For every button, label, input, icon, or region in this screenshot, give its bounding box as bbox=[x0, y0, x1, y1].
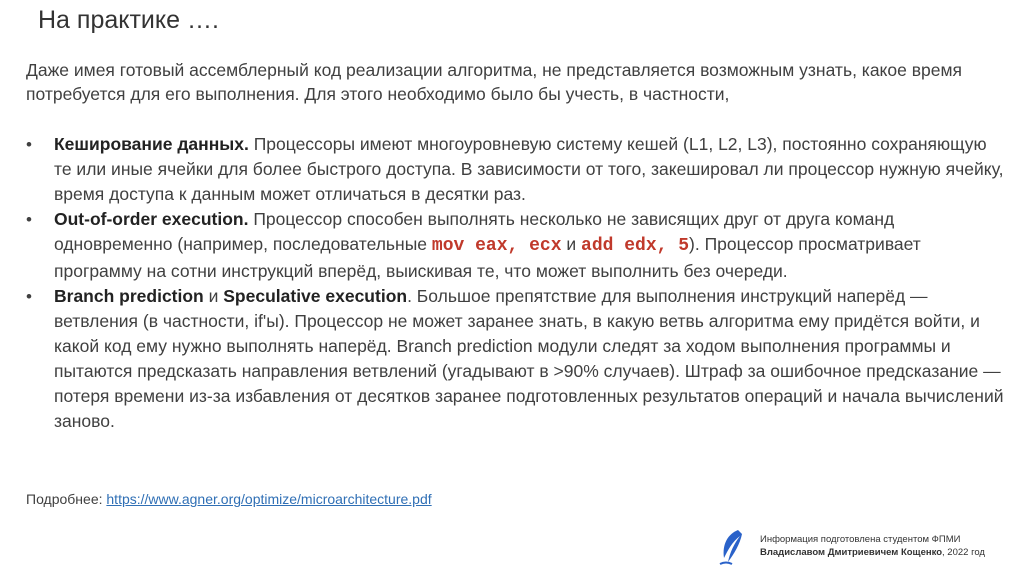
branch-prediction-description: . Большое препятствие для выполнения инструкций наперёд — ветвления (в частности, if'ы). Процессор не может заранее знать, в какую ветвь алгоритма ему придётся войти, и какой код ему нужно выполнять наперёд. Branch prediction модули следят за ходом выполнения программы и пытаются предсказать направления ветвлений (угадывают в >90% случаев). Штраф за ошибочное предсказание — потеря времени из-за избавления от десятков заранее подготовленных результатов операций и начала вычислений заново. bbox=[54, 286, 1004, 431]
term-speculative-execution: Speculative execution bbox=[223, 286, 408, 306]
out-of-order-text-before: Процессор способен выполнять несколько не зависящих друг от друга команд одновременно (например, последовательные bbox=[54, 209, 895, 254]
code-mov-eax-ecx: mov eax, ecx bbox=[431, 236, 562, 256]
bullet-marker: • bbox=[26, 287, 32, 306]
term-branch-prediction: Branch prediction bbox=[54, 286, 204, 306]
out-of-order-text-mid: и bbox=[561, 234, 582, 254]
footer-year: , 2022 год bbox=[942, 547, 985, 558]
term-caching: Кеширование данных. bbox=[54, 134, 249, 154]
list-item-branch-prediction bbox=[26, 284, 1006, 434]
list-item-caching bbox=[26, 132, 1006, 207]
microarchitecture-link[interactable]: https://www.agner.org/optimize/microarchitecture.pdf bbox=[106, 491, 432, 507]
term-out-of-order: Out-of-order execution. bbox=[54, 209, 249, 229]
bullet-list bbox=[26, 132, 1006, 434]
code-add-edx-5: add edx, 5 bbox=[581, 236, 690, 256]
more-label: Подробнее: bbox=[26, 491, 107, 507]
caching-description: Процессоры имеют многоуровневую систему кешей (L1, L2, L3), постоянно сохраняющую те или иные ячейки для более быстрого доступа. В зависимости от того, закешировал ли процессор нужную ячейку, время доступа к данным может отличаться в десятки раз. bbox=[54, 134, 1004, 204]
list-item-out-of-order bbox=[26, 207, 1006, 284]
footer bbox=[716, 528, 1016, 568]
footer-line1: Информация подготовлена студентом ФПМИ bbox=[760, 534, 961, 545]
out-of-order-text-after: ). Процессор просматривает программу на сотни инструкций вперёд, выискивая те, что может выполнить без очереди. bbox=[54, 234, 921, 281]
footer-author: Владиславом Дмитриевичем Кощенко bbox=[760, 547, 943, 558]
more-info bbox=[26, 491, 432, 507]
bullet-marker: • bbox=[26, 135, 32, 154]
feather-logo-icon bbox=[716, 528, 746, 568]
page-title: На практике …. bbox=[38, 6, 219, 34]
intro-paragraph: Даже имея готовый ассемблерный код реализации алгоритма, не представляется возможным узнать, какое время потребуется для его выполнения. Для этого необходимо было бы учесть, в частности, bbox=[26, 60, 963, 104]
term-connector: и bbox=[203, 286, 224, 306]
bullet-marker: • bbox=[26, 210, 32, 229]
footer-line2 bbox=[760, 546, 985, 559]
footer-credits bbox=[760, 533, 985, 559]
